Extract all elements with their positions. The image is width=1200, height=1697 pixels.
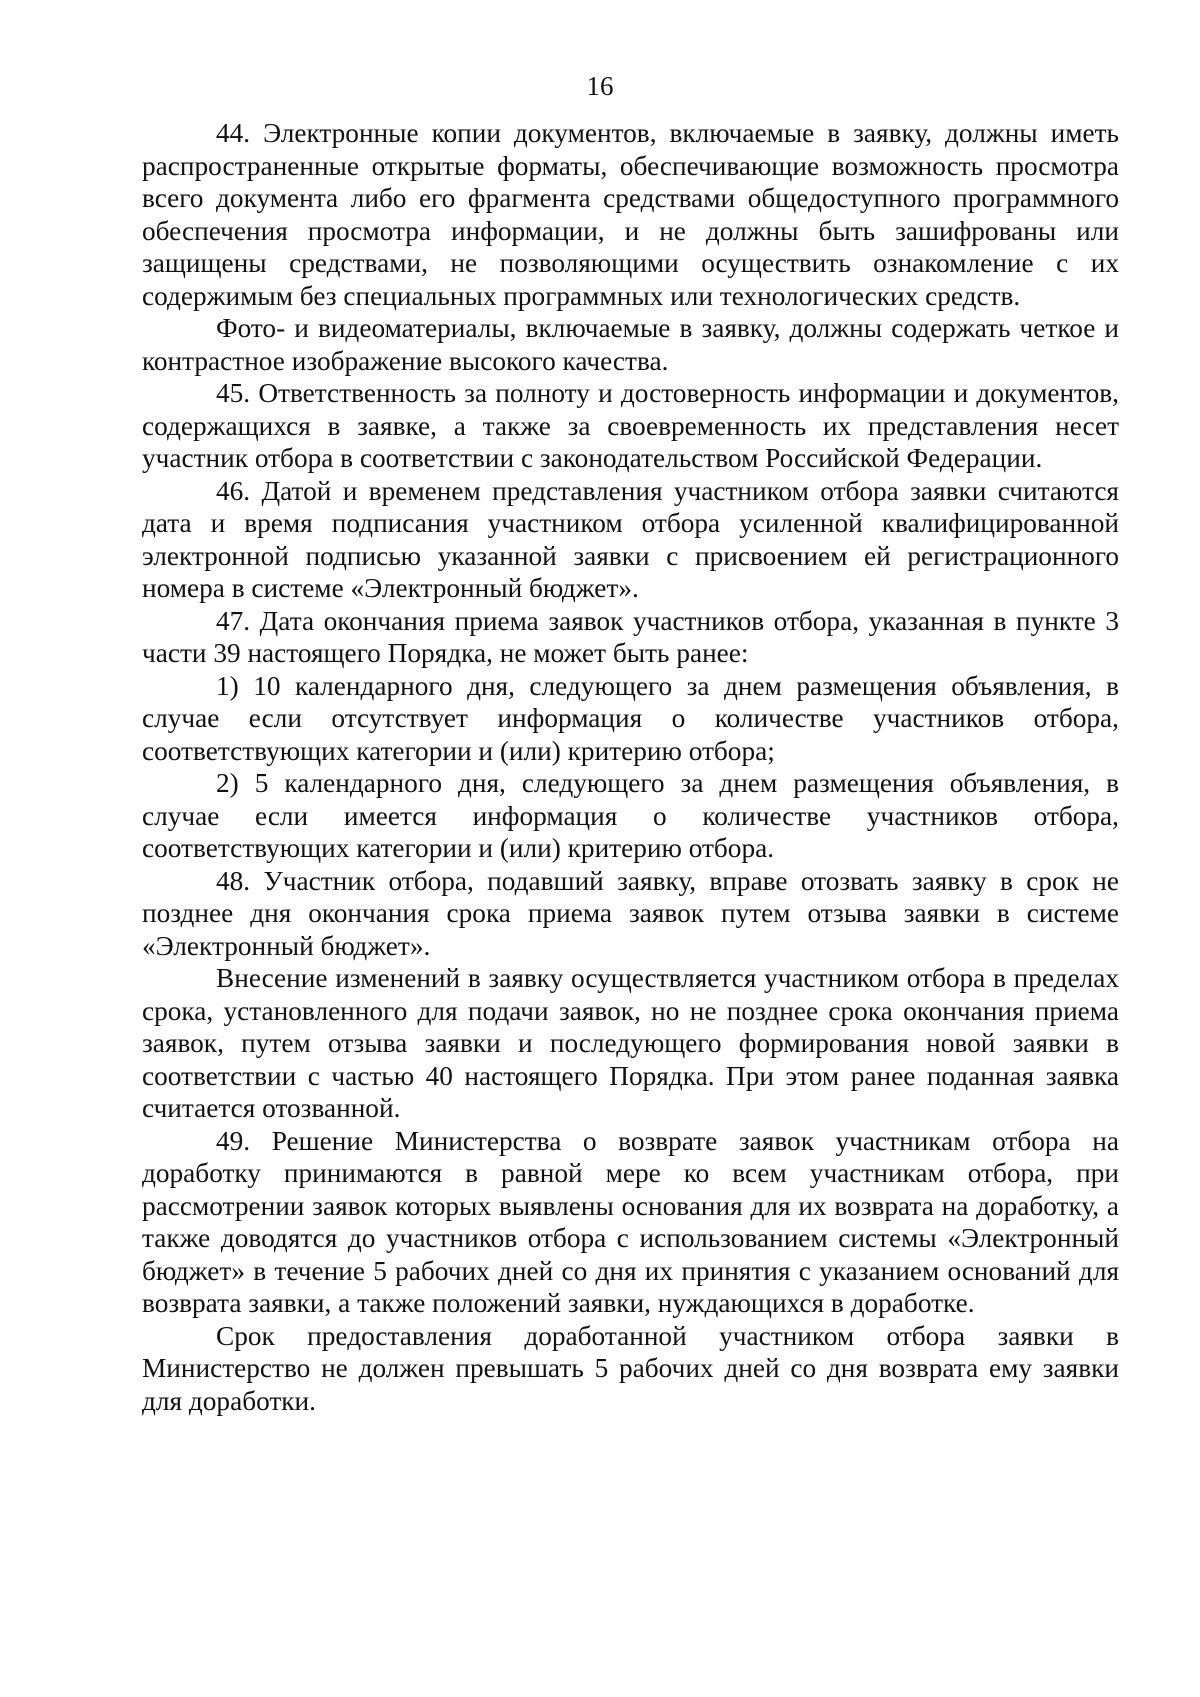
paragraph-47: 47. Дата окончания приема заявок участников отбора, указанная в пункте 3 части 39 настоящего Порядка, не может быть ранее: xyxy=(142,605,1119,668)
paragraph-48-changes: Внесение изменений в заявку осуществляется участником отбора в пределах срока, установленного для подачи заявок, но не позднее срока окончания приема заявок, путем отзыва заявки и последующего формирования новой заявки в соответствии с частью 40 настоящего Порядка. При этом ранее поданная заявка считается отозванной. xyxy=(142,963,1119,1123)
paragraph-47-item-2: 2) 5 календарного дня, следующего за днем размещения объявления, в случае если имеется информация о количестве участников отбора, соответствующих категории и (или) критерию отбора. xyxy=(142,768,1119,863)
paragraph-48: 48. Участник отбора, подавший заявку, вправе отозвать заявку в срок не позднее дня окончания срока приема заявок путем отзыва заявки в системе «Электронный бюджет». xyxy=(142,865,1119,961)
paragraph-47-item-1: 1) 10 календарного дня, следующего за днем размещения объявления, в случае если отсутствует информация о количестве участников отбора, соответствующих категории и (или) критерию отбора; xyxy=(142,670,1119,766)
paragraph-44-photo-video: Фото- и видеоматериалы, включаемые в заявку, должны содержать четкое и контрастное изображение высокого качества. xyxy=(142,313,1119,376)
paragraph-44: 44. Электронные копии документов, включаемые в заявку, должны иметь распространенные открытые форматы, обеспечивающие возможность просмотра всего документа либо его фрагмента средствами общедоступного программного обеспечения просмотра информации, и не должны быть зашифрованы или защищены средствами, не позволяющими осуществить ознакомление с их содержимым без специальных программных или технологических средств. xyxy=(142,118,1119,311)
document-body xyxy=(142,117,1119,1417)
paragraph-49: 49. Решение Министерства о возврате заявок участникам отбора на доработку принимаются в равной мере ко всем участникам отбора, при рассмотрении заявок которых выявлены основания для их возврата на доработку, а также доводятся до участников отбора с использованием системы «Электронный бюджет» в течение 5 рабочих дней со дня их принятия с указанием оснований для возврата заявки, а также положений заявки, нуждающихся в доработке. xyxy=(142,1125,1119,1318)
paragraph-46: 46. Датой и временем представления участником отбора заявки считаются дата и время подписания участником отбора усиленной квалифицированной электронной подписью указанной заявки с присвоением ей регистрационного номера в системе «Электронный бюджет». xyxy=(142,475,1119,603)
paragraph-45: 45. Ответственность за полноту и достоверность информации и документов, содержащихся в заявке, а также за своевременность их представления несет участник отбора в соответствии с законодательством Российской Федерации. xyxy=(142,378,1119,473)
page-number: 16 xyxy=(586,71,614,101)
paragraph-49-deadline: Срок предоставления доработанной участником отбора заявки в Министерство не должен превышать 5 рабочих дней со дня возврата ему заявки для доработки. xyxy=(142,1320,1119,1416)
